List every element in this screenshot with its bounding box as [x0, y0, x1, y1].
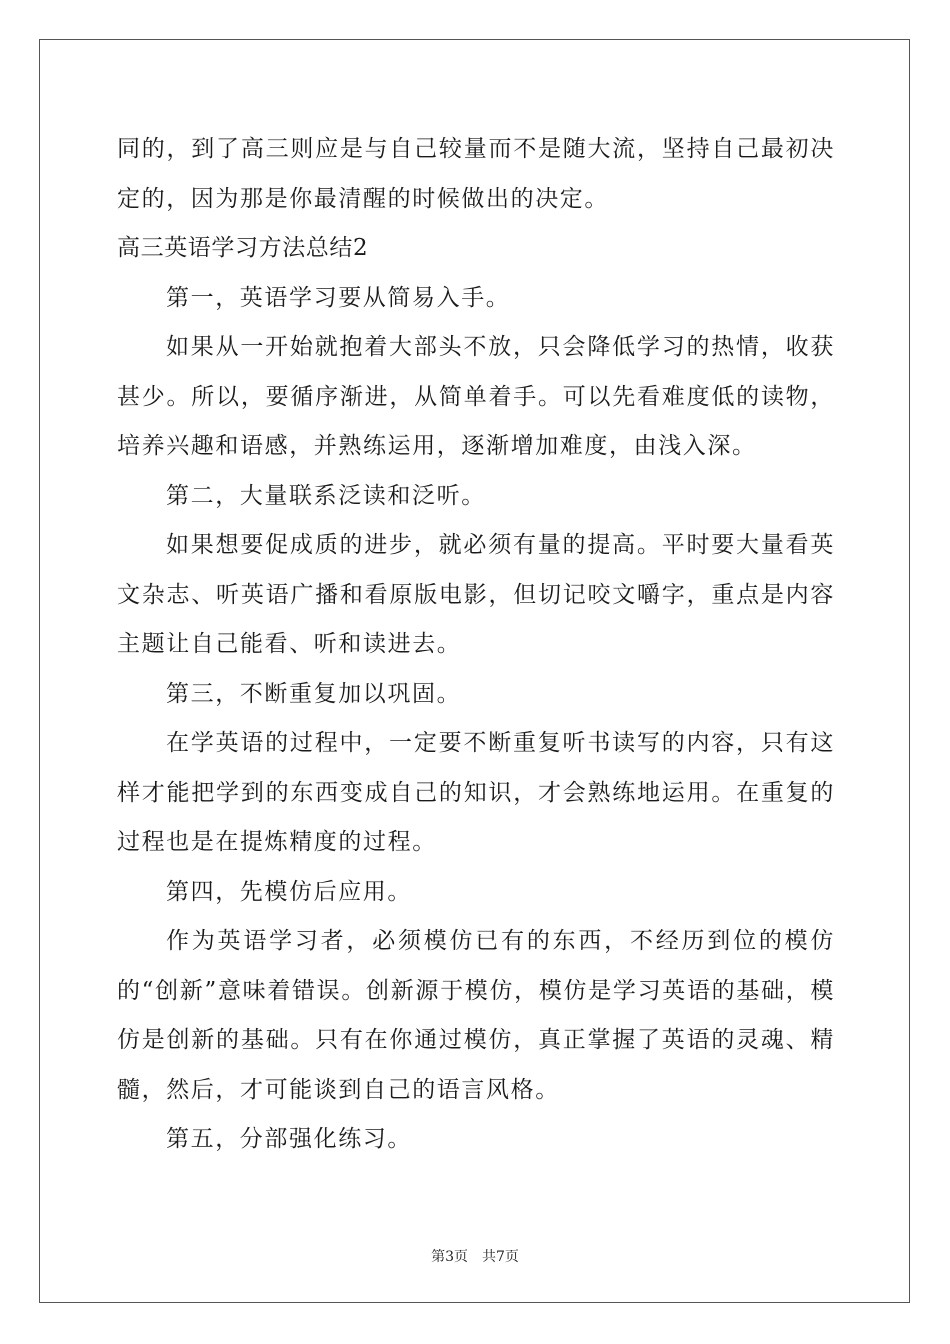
point-three-title: 第三，不断重复加以巩固。 — [166, 680, 462, 707]
point-two-body: 如果想要促成质的进步，就必须有量的提高。平时要大量看英文杂志、听英语广播和看原版电影，但切记咬文嚼字，重点是内容主题让自己能看、听和读进去。 — [117, 532, 835, 657]
page-footer — [0, 1246, 950, 1266]
paragraph-continuation: 同的，到了高三则应是与自己较量而不是随大流，坚持自己最初决定的，因为那是你最清醒的时候做出的决定。 — [117, 136, 835, 212]
point-three-body: 在学英语的过程中，一定要不断重复听书读写的内容，只有这样才能把学到的东西变成自己的知识，才会熟练地运用。在重复的过程也是在提炼精度的过程。 — [117, 730, 835, 855]
page-total: 共7页 — [482, 1249, 519, 1265]
point-two-title: 第二，大量联系泛读和泛听。 — [166, 482, 486, 509]
document-body — [117, 125, 835, 1165]
point-five-title: 第五，分部强化练习。 — [166, 1126, 412, 1152]
point-one-title: 第一，英语学习要从简易入手。 — [166, 284, 511, 311]
point-one-body: 如果从一开始就抱着大部头不放，只会降低学习的热情，收获甚少。所以，要循序渐进，从简单着手。可以先看难度低的读物，培养兴趣和语感，并熟练运用，逐渐增加难度，由浅入深。 — [117, 334, 835, 459]
page-number: 第3页 — [431, 1249, 468, 1265]
section-heading: 高三英语学习方法总结2 — [117, 235, 369, 261]
point-four-body: 作为英语学习者，必须模仿已有的东西，不经历到位的模仿的“创新”意味着错误。创新源于模仿，模仿是学习英语的基础，模仿是创新的基础。只有在你通过模仿，真正掌握了英语的灵魂、精髓，然后，才可能谈到自己的语言风格。 — [117, 928, 835, 1103]
point-four-title: 第四，先模仿后应用。 — [166, 878, 412, 905]
